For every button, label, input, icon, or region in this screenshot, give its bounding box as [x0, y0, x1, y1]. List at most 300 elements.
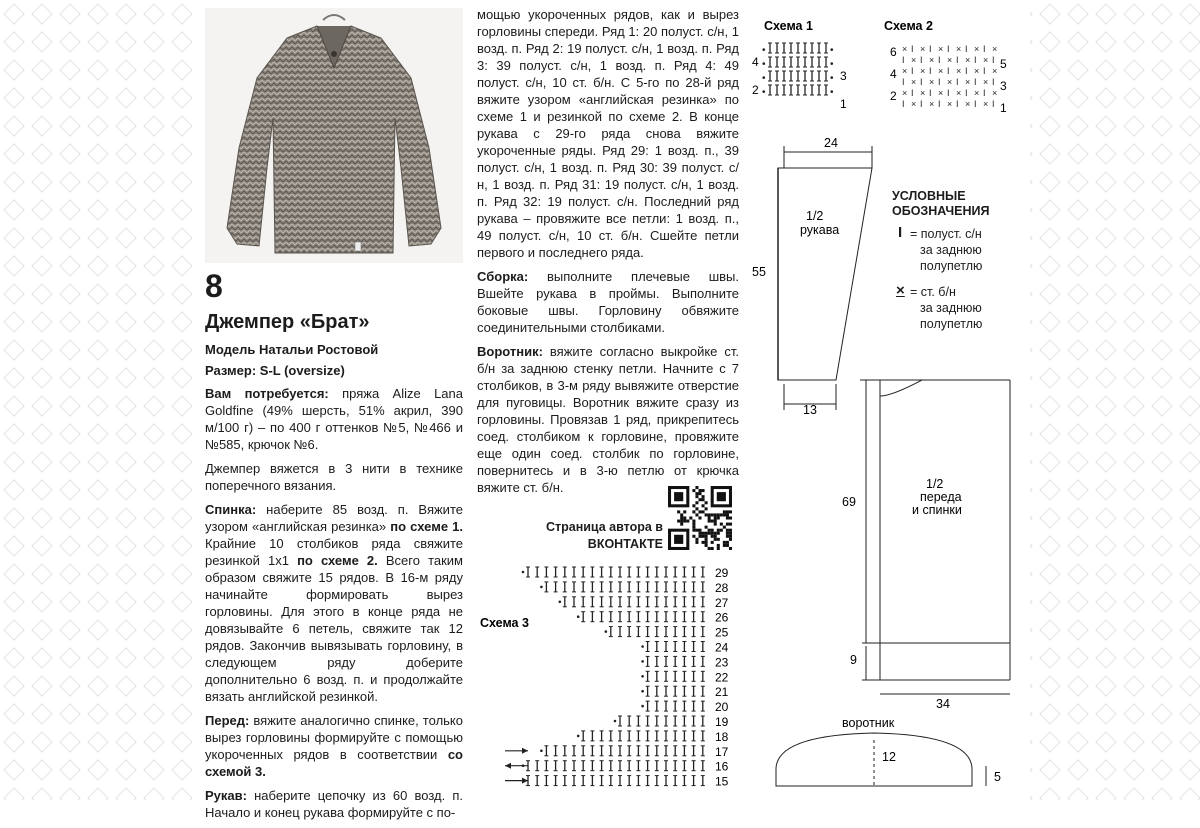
scheme3-row-number: 22: [715, 670, 729, 685]
hdc-stitch: [544, 761, 548, 771]
hdc-stitch: [701, 776, 705, 786]
sc-stitch: ×: [938, 66, 944, 76]
hdc-stitch: [577, 612, 585, 622]
sleeve-pattern: [778, 146, 872, 410]
body-hem: 9: [850, 653, 857, 667]
hdc-stitch: [775, 85, 779, 95]
hdc-stitch: [535, 567, 539, 577]
hdc-stitch: [600, 597, 604, 607]
hdc-stitch: [646, 776, 650, 786]
hdc-stitch: [646, 612, 650, 622]
sleeve-label-1: 1/2: [806, 209, 824, 223]
hdc-stitch: [701, 612, 705, 622]
hdc-stitch: [554, 776, 558, 786]
front-label: Перед:: [205, 713, 250, 728]
hdc-stitch: [810, 43, 814, 53]
scheme2-row-number: 3: [1000, 79, 1007, 93]
hdc-stitch: [618, 761, 622, 771]
chain-dot: •: [830, 59, 834, 70]
hdc-stitch: [664, 597, 668, 607]
back-text-1: наберите 85 возд. п. Вяжите узором «английская резинка»: [205, 502, 463, 534]
hdc-stitch: I: [902, 77, 905, 87]
hdc-stitch: [655, 716, 659, 726]
hdc-stitch: [655, 642, 659, 652]
hdc-stitch: [655, 701, 659, 711]
hdc-stitch: [540, 746, 548, 756]
sc-stitch: ×: [992, 44, 998, 54]
hdc-stitch: [664, 761, 668, 771]
hdc-stitch: [646, 582, 650, 592]
hdc-stitch: [673, 612, 677, 622]
scheme3-row-number: 15: [715, 774, 729, 789]
hdc-stitch: [572, 761, 576, 771]
hdc-stitch: [692, 597, 696, 607]
scheme3-title: Схема 3: [480, 616, 529, 630]
hdc-stitch: [824, 85, 828, 95]
hdc-stitch: I: [956, 77, 959, 87]
hdc-stitch: [641, 701, 649, 711]
hdc-stitch: I: [974, 99, 977, 109]
hdc-stitch: [600, 582, 604, 592]
intro-paragraph: Джемпер вяжется в 3 нити в технике поперечного вязания.: [205, 461, 463, 493]
row-direction-arrow-icon: [505, 778, 528, 784]
hdc-stitch: [701, 701, 705, 711]
hdc-stitch: [682, 761, 686, 771]
hdc-stitch: [627, 716, 631, 726]
hdc-stitch: [701, 582, 705, 592]
scheme3-row-number: 17: [715, 744, 729, 759]
hdc-stitch: [664, 582, 668, 592]
hdc-stitch: [810, 85, 814, 95]
hdc-stitch: [673, 761, 677, 771]
collar-text: вяжите согласно выкройке ст. б/н за заднюю стенку петли. Начните с 7 столбиков, в 3-м ряду вывяжите отверстие для пуговицы. Воротник вяжите сразу из горловины. Провязав 1 ряд, прикрепитесь соед. столбиком к горловине, провяжите еще один соед. столбик по горловине, повернитесь и в 3-ю петлю от крючка вяжите ст. б/н.: [477, 344, 739, 495]
hdc-stitch: I: [938, 55, 941, 65]
hdc-stitch: [692, 746, 696, 756]
hdc-stitch: [590, 612, 594, 622]
hdc-stitch: [590, 761, 594, 771]
hdc-stitch: [581, 776, 585, 786]
hdc-stitch: [692, 627, 696, 637]
hdc-stitch: [673, 642, 677, 652]
hdc-stitch: [673, 776, 677, 786]
sc-stitch: ×: [929, 55, 935, 65]
sc-stitch: ×: [974, 88, 980, 98]
hdc-stitch: [701, 761, 705, 771]
sc-stitch: ×: [929, 99, 935, 109]
hdc-stitch: [655, 582, 659, 592]
hdc-stitch: [664, 642, 668, 652]
hdc-stitch: [664, 656, 668, 666]
hdc-stitch: [673, 731, 677, 741]
hdc-stitch: [817, 43, 821, 53]
back-scheme-2: по схеме 2.: [297, 553, 378, 568]
hdc-stitch: I: [947, 66, 950, 76]
scheme3-row-number: 26: [715, 610, 729, 625]
hdc-stitch: [655, 567, 659, 577]
hdc-stitch: [682, 582, 686, 592]
hdc-stitch: [600, 731, 604, 741]
hdc-stitch: [563, 567, 567, 577]
sc-stitch: ×: [992, 88, 998, 98]
row-direction-arrow-icon: [505, 763, 528, 769]
hdc-stitch: [701, 716, 705, 726]
scheme3-row-number: 20: [715, 700, 729, 715]
hdc-stitch: [581, 582, 585, 592]
legend-item-1-line2: за заднюю: [920, 243, 982, 257]
hdc-stitch: [768, 85, 772, 95]
hdc-stitch: [673, 701, 677, 711]
hdc-stitch: I: [911, 44, 914, 54]
hdc-stitch: [664, 627, 668, 637]
hdc-stitch: [682, 597, 686, 607]
hdc-stitch: [618, 627, 622, 637]
hdc-stitch: [664, 746, 668, 756]
scheme2-row-number: 5: [1000, 57, 1007, 71]
scheme3-grid: [505, 566, 729, 789]
back-text-2: Крайние 10 столбиков ряда свяжите резинкой 1х1: [205, 536, 463, 568]
legend-title-2: ОБОЗНАЧЕНИЯ: [892, 204, 990, 218]
hdc-stitch: [641, 656, 649, 666]
hdc-stitch: [655, 656, 659, 666]
sc-stitch: ×: [947, 55, 953, 65]
hdc-stitch: [692, 612, 696, 622]
sleeve-label-2: рукава: [800, 223, 840, 237]
sc-stitch: ×: [911, 55, 917, 65]
sc-stitch: ×: [965, 77, 971, 87]
hdc-stitch: [701, 656, 705, 666]
hdc-stitch: I: [947, 88, 950, 98]
hdc-stitch: [789, 71, 793, 81]
scheme3-row-number: 29: [715, 566, 729, 580]
hdc-stitch: [577, 731, 585, 741]
hdc-stitch: [682, 612, 686, 622]
hdc-stitch: [796, 43, 800, 53]
hdc-stitch: [627, 761, 631, 771]
hdc-stitch: [655, 731, 659, 741]
hdc-stitch: [673, 716, 677, 726]
scheme3-row-number: 25: [715, 625, 729, 640]
scheme3-row-number: 28: [715, 580, 729, 595]
hdc-stitch: I: [992, 77, 995, 87]
hdc-stitch: I: [974, 77, 977, 87]
scheme3-row-number: 21: [715, 685, 729, 700]
chain-dot: •: [762, 87, 766, 98]
hdc-stitch: [682, 776, 686, 786]
collar-height: 12: [882, 750, 896, 764]
body-label-3: и спинки: [912, 503, 962, 517]
hdc-stitch: [775, 43, 779, 53]
hdc-stitch: [682, 627, 686, 637]
hdc-stitch: [817, 57, 821, 67]
hdc-stitch: I: [902, 55, 905, 65]
hdc-stitch: I: [992, 55, 995, 65]
hdc-stitch: [664, 612, 668, 622]
hdc-stitch: [664, 567, 668, 577]
chain-dot: •: [830, 73, 834, 84]
hdc-stitch: [636, 716, 640, 726]
hdc-stitch: [590, 567, 594, 577]
hdc-stitch: [572, 746, 576, 756]
hdc-stitch: [590, 746, 594, 756]
hdc-stitch: [609, 746, 613, 756]
hdc-stitch: [664, 671, 668, 681]
body-height: 69: [842, 495, 856, 509]
sc-stitch: ×: [983, 99, 989, 109]
sc-stitch: ×: [965, 55, 971, 65]
hdc-stitch: [682, 716, 686, 726]
hdc-stitch: [673, 686, 677, 696]
hdc-stitch: [618, 731, 622, 741]
materials-text: пряжа Alize Lana Goldfine (49% шерсть, 51% акрил, 390 м/100 г) – по 400 г оттенков №5, №466 и №585, крючок №6.: [205, 386, 463, 452]
sc-stitch: ×: [920, 88, 926, 98]
sc-stitch: ×: [956, 44, 962, 54]
hdc-stitch: [609, 567, 613, 577]
hdc-stitch: [641, 642, 649, 652]
sleeve-label: Рукав:: [205, 788, 247, 803]
hdc-stitch: [655, 776, 659, 786]
scheme1-row-number: 2: [752, 83, 759, 97]
hdc-stitch: [605, 627, 613, 637]
hdc-stitch: [673, 582, 677, 592]
hdc-stitch: [810, 71, 814, 81]
hdc-stitch: I: [938, 99, 941, 109]
sc-stitch: ×: [902, 44, 908, 54]
scheme1-title: Схема 1: [764, 19, 813, 33]
hdc-stitch: [618, 582, 622, 592]
sc-symbol-icon: ×: [896, 282, 905, 299]
scheme2-row-number: 6: [890, 45, 897, 59]
scheme1-row-number: 3: [840, 69, 847, 83]
materials-label: Вам потребуется:: [205, 386, 329, 401]
hdc-stitch: [636, 776, 640, 786]
hdc-stitch: [563, 761, 567, 771]
model-author: Модель Натальи Ростовой: [205, 342, 379, 357]
hdc-stitch: [796, 71, 800, 81]
hdc-stitch: I: [929, 88, 932, 98]
hdc-stitch: [803, 71, 807, 81]
chain-dot: •: [830, 45, 834, 56]
hdc-stitch: [627, 582, 631, 592]
hdc-stitch: [554, 761, 558, 771]
hdc-stitch: [636, 746, 640, 756]
hdc-stitch: [609, 731, 613, 741]
hdc-stitch: [535, 761, 539, 771]
hdc-stitch: I: [956, 99, 959, 109]
legend-title-1: УСЛОВНЫЕ: [892, 189, 966, 203]
hdc-stitch: [701, 671, 705, 681]
legend-item-1-line3: полупетлю: [920, 259, 983, 273]
hdc-stitch: [572, 567, 576, 577]
hdc-stitch: [824, 71, 828, 81]
sc-stitch: ×: [938, 88, 944, 98]
sleeve-paragraph-cont: мощью укороченных рядов, как и вырез горловины спереди. Ряд 1: 20 полуст. с/н, 1 возд. п. Ряд 2: 19 полуст. с/н, 1 возд. п. Ряд 3: 39 полуст. с/н, 1 возд. п. Ряд 4: 49 полуст. с/н, 10 ст. б/н. С 5-го по 28-й ряд вяжите узором «английская резинка» по схеме 1 и резинкой по схеме 2. В конце рукава с 29-го ряда снова вяжите укороченные ряды. Ряд 29: 1 возд. п., 39 полуст. с/н, 1 возд. п. Ряд 30: 39 полуст. с/н, 1 возд. п. Ряд 31: 19 полуст. с/н, 1 возд. п. Ряд 32: 19 полуст. с/н. Последний ряд рукава – провяжите все петли: 1 возд. п., 49 полуст. с/н, 10 ст. б/н. Сшейте петли первого и последнего ряда.: [477, 7, 739, 260]
sc-stitch: ×: [920, 66, 926, 76]
hdc-stitch: [673, 671, 677, 681]
legend-item-2-line1: = ст. б/н: [910, 285, 956, 299]
hdc-stitch: [618, 612, 622, 622]
sc-stitch: ×: [965, 99, 971, 109]
hdc-stitch: I: [947, 44, 950, 54]
hdc-stitch: [627, 746, 631, 756]
hdc-stitch: [627, 612, 631, 622]
chain-dot: •: [830, 87, 834, 98]
hdc-stitch: I: [965, 44, 968, 54]
hdc-stitch: [636, 567, 640, 577]
hdc-stitch: [789, 43, 793, 53]
hdc-stitch: [692, 731, 696, 741]
hdc-symbol-icon: I: [898, 224, 903, 241]
hdc-stitch: [701, 746, 705, 756]
sleeve-text-1: наберите цепочку из 60 возд. п. Начало и конец рукава формируйте с по-: [205, 788, 463, 820]
hdc-stitch: [692, 686, 696, 696]
hdc-stitch: [768, 43, 772, 53]
hdc-stitch: [590, 597, 594, 607]
hdc-stitch: [655, 612, 659, 622]
hdc-stitch: [692, 582, 696, 592]
scheme2-title: Схема 2: [884, 19, 933, 33]
hdc-stitch: [627, 731, 631, 741]
scheme3-row-number: 19: [715, 715, 729, 729]
chain-dot: •: [762, 45, 766, 56]
collar-label: Воротник:: [477, 344, 543, 359]
qr-caption: Страница автора в ВКОНТАКТЕ: [545, 520, 663, 551]
hdc-stitch: I: [965, 88, 968, 98]
hdc-stitch: [609, 582, 613, 592]
scheme2-grid: [890, 44, 1007, 115]
legend-item-1: [910, 226, 982, 274]
scheme2-row-number: 2: [890, 89, 897, 103]
sc-stitch: ×: [929, 77, 935, 87]
sleeve-length: 55: [752, 265, 766, 279]
body-pattern: [860, 380, 1010, 694]
hdc-stitch: [701, 567, 705, 577]
hdc-stitch: [673, 597, 677, 607]
collar-pattern: [776, 733, 986, 786]
hdc-stitch: [692, 642, 696, 652]
hdc-stitch: [522, 567, 530, 577]
hdc-stitch: [646, 597, 650, 607]
hdc-stitch: [701, 627, 705, 637]
hdc-stitch: [636, 731, 640, 741]
hdc-stitch: I: [911, 66, 914, 76]
hdc-stitch: [682, 671, 686, 681]
hdc-stitch: [682, 642, 686, 652]
front-scheme: со схемой 3.: [205, 747, 463, 779]
hdc-stitch: [692, 567, 696, 577]
hdc-stitch: I: [929, 66, 932, 76]
hdc-stitch: [796, 57, 800, 67]
hdc-stitch: [636, 761, 640, 771]
hdc-stitch: [627, 627, 631, 637]
scheme3-row-number: 23: [715, 655, 729, 670]
hdc-stitch: [581, 597, 585, 607]
sc-stitch: ×: [974, 66, 980, 76]
hdc-stitch: [609, 761, 613, 771]
hdc-stitch: [673, 656, 677, 666]
hdc-stitch: [775, 57, 779, 67]
hdc-stitch: [618, 597, 622, 607]
chain-dot: •: [762, 73, 766, 84]
body-label-1: 1/2: [926, 477, 944, 491]
hdc-stitch: [682, 731, 686, 741]
hdc-stitch: [782, 43, 786, 53]
hdc-stitch: [775, 71, 779, 81]
hdc-stitch: [646, 761, 650, 771]
sc-stitch: ×: [938, 44, 944, 54]
hdc-stitch: [535, 776, 539, 786]
hdc-stitch: [627, 567, 631, 577]
legend-item-2: [910, 284, 982, 332]
hdc-stitch: [782, 85, 786, 95]
hdc-stitch: [682, 746, 686, 756]
scheme1-row-number: 4: [752, 55, 759, 69]
hdc-stitch: [600, 761, 604, 771]
hdc-stitch: [682, 701, 686, 711]
hdc-stitch: [590, 776, 594, 786]
scheme3-row-number: 18: [715, 729, 729, 744]
hdc-stitch: [810, 57, 814, 67]
size-value: S-L (oversize): [259, 363, 345, 378]
sc-stitch: ×: [902, 66, 908, 76]
sleeve-bottom-width: 13: [803, 403, 817, 417]
hdc-stitch: [554, 567, 558, 577]
hdc-stitch: [572, 582, 576, 592]
hdc-stitch: [563, 776, 567, 786]
hdc-stitch: [572, 597, 576, 607]
scheme2-row-number: 4: [890, 67, 897, 81]
sc-stitch: ×: [992, 66, 998, 76]
back-label: Спинка:: [205, 502, 257, 517]
hdc-stitch: [646, 716, 650, 726]
hdc-stitch: [641, 671, 649, 681]
hdc-stitch: [664, 716, 668, 726]
body-width: 34: [936, 697, 950, 711]
hdc-stitch: [692, 671, 696, 681]
hdc-stitch: [682, 656, 686, 666]
hdc-stitch: I: [983, 66, 986, 76]
hdc-stitch: [701, 642, 705, 652]
hdc-stitch: [692, 761, 696, 771]
hdc-stitch: [701, 597, 705, 607]
hdc-stitch: [692, 701, 696, 711]
hdc-stitch: I: [911, 88, 914, 98]
scheme3-row-number: 27: [715, 595, 729, 610]
sc-stitch: ×: [956, 66, 962, 76]
chain-dot: •: [762, 59, 766, 70]
hdc-stitch: I: [929, 44, 932, 54]
hdc-stitch: [655, 627, 659, 637]
hdc-stitch: [655, 686, 659, 696]
sc-stitch: ×: [920, 44, 926, 54]
hdc-stitch: [600, 567, 604, 577]
hdc-stitch: [701, 686, 705, 696]
hdc-stitch: [824, 43, 828, 53]
hdc-stitch: [646, 627, 650, 637]
hdc-stitch: I: [974, 55, 977, 65]
hdc-stitch: [664, 731, 668, 741]
hdc-stitch: [692, 656, 696, 666]
hdc-stitch: [646, 746, 650, 756]
hdc-stitch: [682, 567, 686, 577]
hdc-stitch: [600, 746, 604, 756]
legend-item-2-line3: полупетлю: [920, 317, 983, 331]
hdc-stitch: [614, 716, 622, 726]
hdc-stitch: [636, 627, 640, 637]
hdc-stitch: [655, 597, 659, 607]
sc-stitch: ×: [956, 88, 962, 98]
legend-item-2-line2: за заднюю: [920, 301, 982, 315]
sc-stitch: ×: [947, 99, 953, 109]
